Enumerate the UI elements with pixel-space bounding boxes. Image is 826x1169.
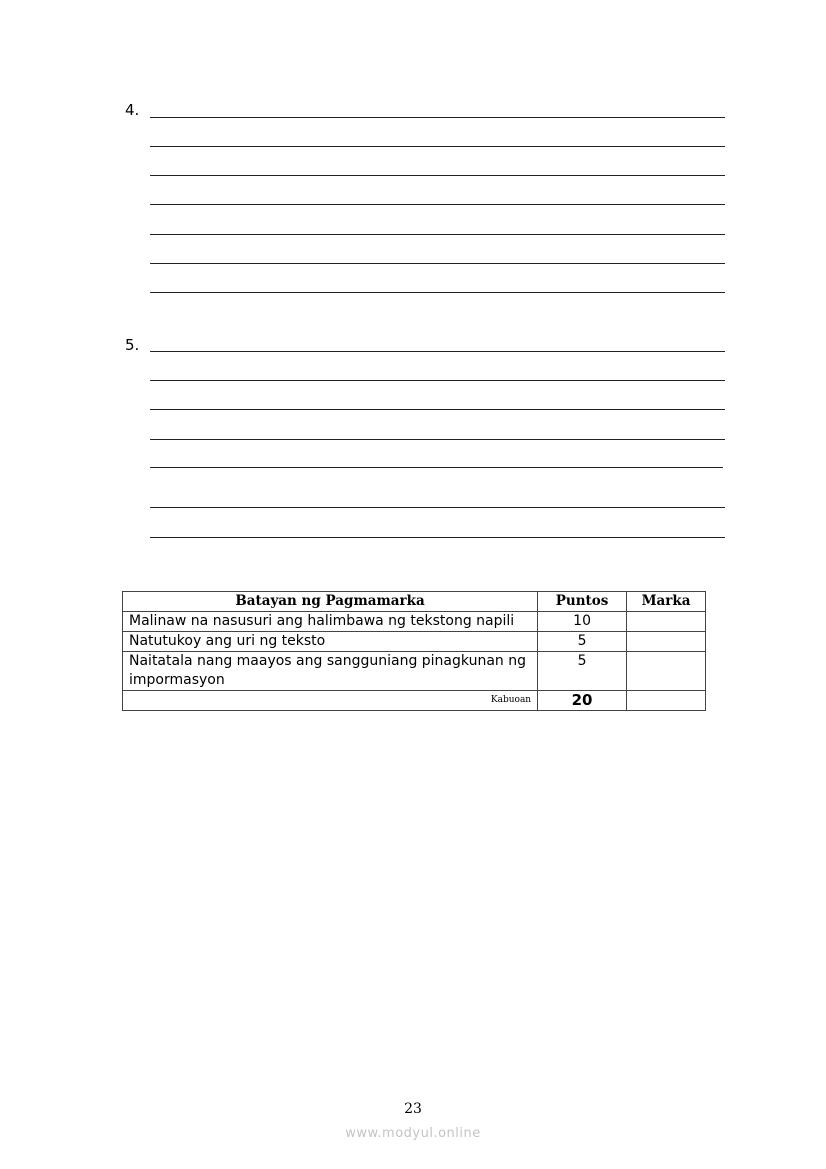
table-row: [123, 612, 706, 632]
rubric-header-row: [123, 592, 706, 612]
total-row: [123, 691, 706, 711]
question-number-4: 4.: [125, 101, 140, 119]
points-cell: 10: [538, 612, 627, 632]
answer-line: [150, 146, 725, 147]
header-score: Marka: [627, 592, 706, 612]
answer-line: [150, 409, 725, 410]
criteria-cell: Natutukoy ang uri ng teksto: [123, 632, 538, 652]
score-cell[interactable]: [627, 632, 706, 652]
score-cell[interactable]: [627, 612, 706, 632]
header-criteria: Batayan ng Pagmamarka: [123, 592, 538, 612]
answer-line: [150, 204, 725, 205]
watermark: www.modyul.online: [345, 1126, 481, 1141]
answer-line: [150, 292, 725, 293]
answer-line: [150, 263, 725, 264]
answer-line: [150, 507, 725, 508]
answer-line: [150, 537, 725, 538]
answer-line: [150, 117, 725, 118]
total-label: Kabuoan: [123, 691, 538, 711]
table-row: [123, 652, 706, 691]
points-cell: 5: [538, 652, 627, 691]
points-cell: 5: [538, 632, 627, 652]
rubric-table: [122, 591, 706, 711]
answer-line: [150, 351, 725, 352]
answer-line: [150, 439, 725, 440]
page-number: 23: [404, 1101, 422, 1117]
header-points: Puntos: [538, 592, 627, 612]
answer-line: [150, 467, 723, 468]
answer-line: [150, 234, 725, 235]
question-number-5: 5.: [125, 336, 140, 354]
total-score-cell[interactable]: [627, 691, 706, 711]
total-points: 20: [538, 691, 627, 711]
criteria-cell: Naitatala nang maayos ang sangguniang pinagkunan ng impormasyon: [123, 652, 538, 691]
score-cell[interactable]: [627, 652, 706, 691]
table-row: [123, 632, 706, 652]
answer-line: [150, 380, 725, 381]
criteria-cell: Malinaw na nasusuri ang halimbawa ng tekstong napili: [123, 612, 538, 632]
answer-line: [150, 175, 725, 176]
